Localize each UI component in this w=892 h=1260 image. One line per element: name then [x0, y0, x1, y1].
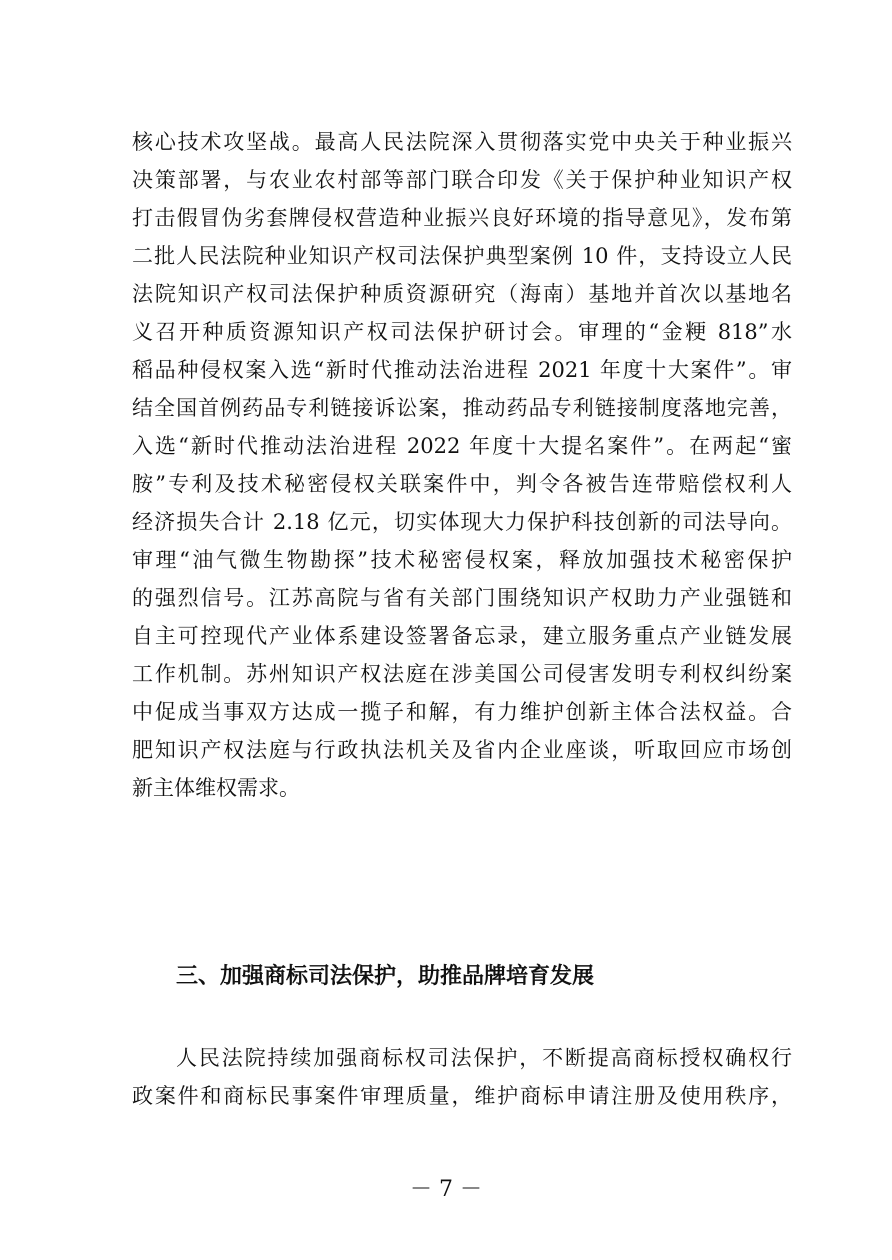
- text-line: 入选“新时代推动法治进程 2022 年度十大提名案件”。在两起“蜜: [132, 434, 792, 458]
- text-line: 工作机制。苏州知识产权法庭在涉美国公司侵害发明专利权纠纷案: [132, 662, 792, 686]
- text-line: 审理“油气微生物勘探”技术秘密侵权案，释放加强技术秘密保护: [132, 548, 792, 572]
- text-line: 经济损失合计 2.18 亿元，切实体现大力保护科技创新的司法导向。: [132, 510, 792, 534]
- text-line: 新主体维权需求。: [132, 776, 300, 800]
- text-line: 自主可控现代产业体系建设签署备忘录，建立服务重点产业链发展: [132, 624, 792, 648]
- text-line: 义召开种质资源知识产权司法保护研讨会。审理的“金粳 818”水: [132, 320, 792, 344]
- text-line: 法院知识产权司法保护种质资源研究（海南）基地并首次以基地名: [132, 282, 792, 306]
- text-line: 核心技术攻坚战。最高人民法院深入贯彻落实党中央关于种业振兴: [132, 130, 792, 154]
- text-line: 的强烈信号。江苏高院与省有关部门围绕知识产权助力产业强链和: [132, 586, 792, 610]
- text-line: 政案件和商标民事案件审理质量，维护商标申请注册及使用秩序，: [132, 1084, 792, 1108]
- text-line: 中促成当事双方达成一揽子和解，有力维护创新主体合法权益。合: [132, 700, 792, 724]
- page-number: － 7 －: [410, 1177, 482, 1202]
- text-line: 胺”专利及技术秘密侵权关联案件中，判令各被告连带赔偿权利人: [132, 472, 792, 496]
- text-line: 稻品种侵权案入选“新时代推动法治进程 2021 年度十大案件”。审: [132, 358, 792, 382]
- section-heading: 三、加强商标司法保护，助推品牌培育发展: [176, 964, 595, 989]
- text-line: 人民法院持续加强商标权司法保护，不断提高商标授权确权行: [176, 1046, 792, 1070]
- text-line: 打击假冒伪劣套牌侵权营造种业振兴良好环境的指导意见》，发布第: [132, 206, 792, 230]
- text-line: 二批人民法院种业知识产权司法保护典型案例 10 件，支持设立人民: [132, 244, 792, 268]
- text-line: 肥知识产权法庭与行政执法机关及省内企业座谈，听取回应市场创: [132, 738, 792, 762]
- text-line: 决策部署，与农业农村部等部门联合印发《关于保护种业知识产权: [132, 168, 792, 192]
- text-line: 结全国首例药品专利链接诉讼案，推动药品专利链接制度落地完善，: [132, 396, 792, 420]
